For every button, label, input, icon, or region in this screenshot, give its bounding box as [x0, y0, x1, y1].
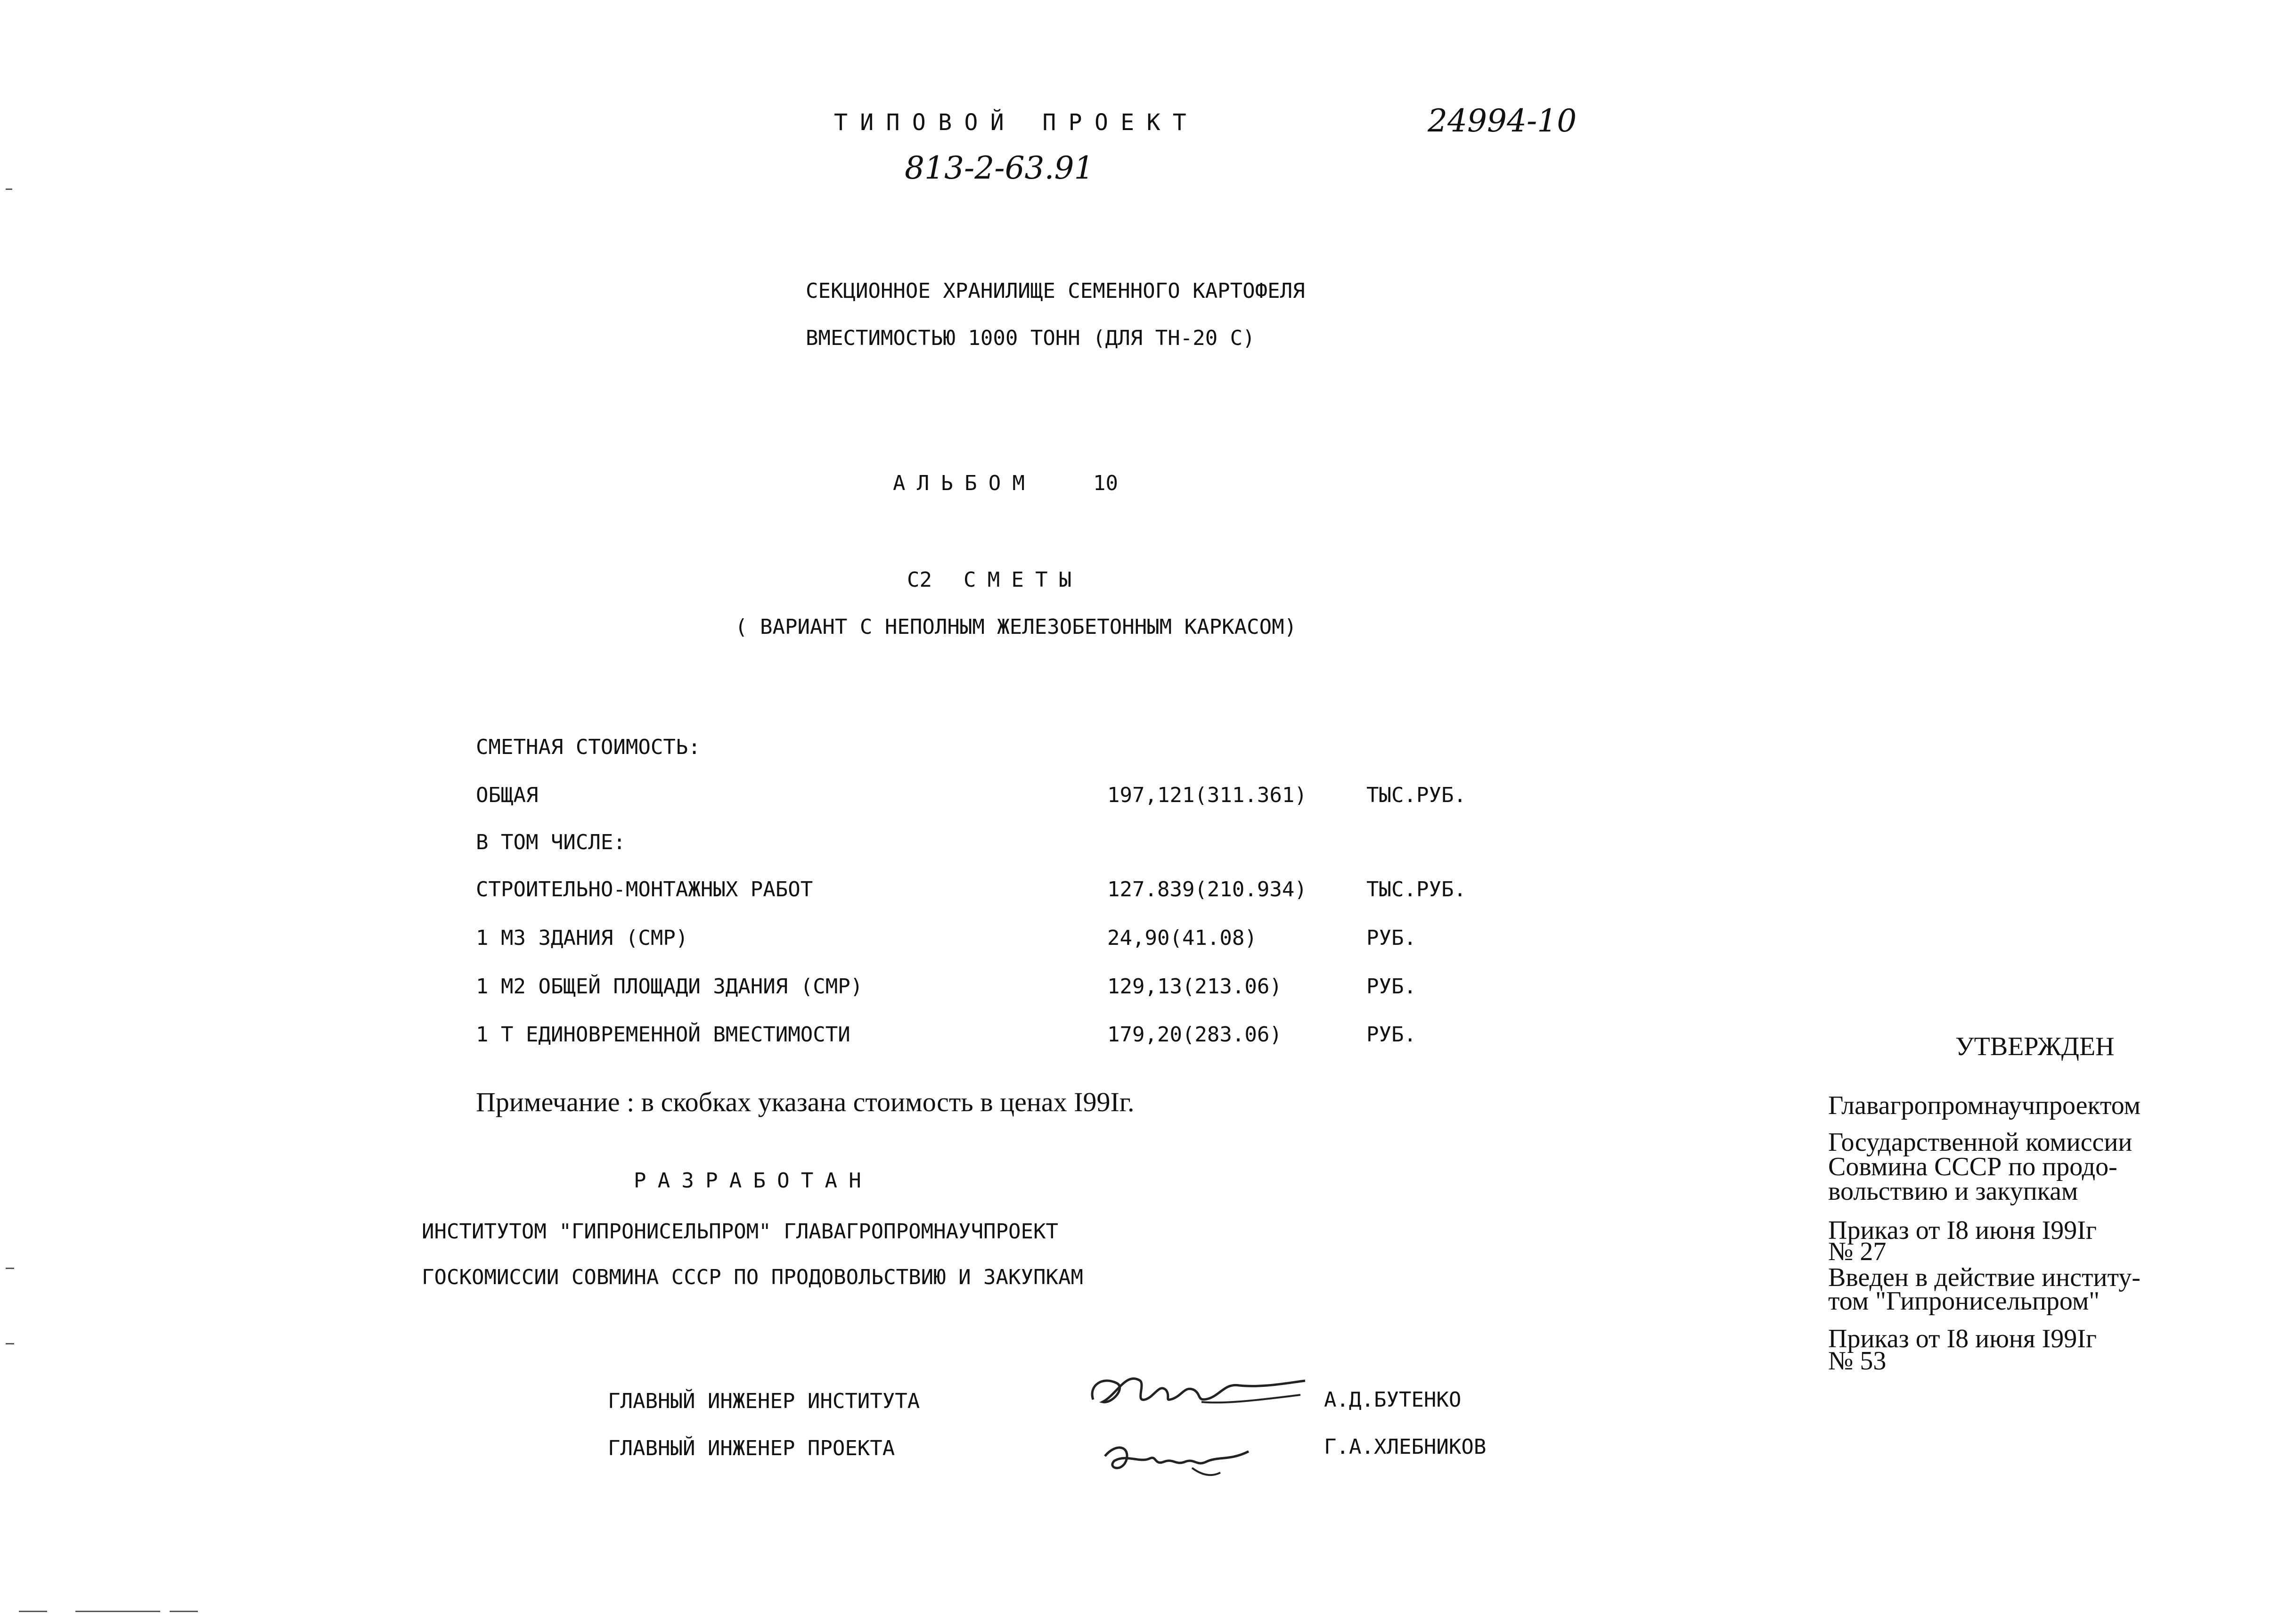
cost-row-unit: РУБ. [1366, 1023, 1416, 1047]
cost-row [476, 975, 1512, 1003]
scan-bottom-mark [75, 1611, 160, 1612]
cost-row-unit: РУБ. [1366, 926, 1416, 950]
cost-row [476, 877, 1512, 906]
approval-commission-line-2: Совмина СССР по продо- [1828, 1152, 2117, 1181]
cost-row-unit: ТЫС.РУБ. [1366, 783, 1466, 807]
scan-bottom-mark [19, 1611, 47, 1612]
cost-row-value: 129,13(213.06) [1107, 975, 1282, 999]
document-type-title: ТИПОВОЙ ПРОЕКТ [834, 109, 1199, 136]
cost-row-label: В ТОМ ЧИСЛЕ: [476, 830, 626, 854]
developed-label: РАЗРАБОТАН [634, 1169, 873, 1193]
approval-commission-line-1: Государственной комиссии [1828, 1128, 2133, 1157]
scan-margin-mark [6, 1268, 14, 1269]
signature-role: ГЛАВНЫЙ ИНЖЕНЕР ИНСТИТУТА [608, 1389, 920, 1413]
cost-row-value: 197,121(311.361) [1107, 783, 1307, 807]
section-name: СМЕТЫ [964, 568, 1083, 592]
section-code: С2 [907, 568, 932, 592]
approval-order-1-number: № 27 [1828, 1237, 1887, 1266]
cost-row-unit: ТЫС.РУБ. [1366, 877, 1466, 901]
signature-name: А.Д.БУТЕНКО [1324, 1388, 1462, 1412]
approval-introduced-line-1: Введен в действие институ- [1828, 1263, 2141, 1292]
project-number: 813-2-63.91 [905, 150, 1094, 186]
developed-line-1: ИНСТИТУТОМ "ГИПРОНИСЕЛЬПРОМ" ГЛАВАГРОПРОМНАУЧПРОЕКТ [422, 1220, 1059, 1244]
approval-order-1: Приказ от I8 июня I99Iг [1828, 1216, 2097, 1245]
approval-by: Главагропромнаучпроектом [1828, 1091, 2141, 1120]
cost-row [476, 830, 1512, 859]
cost-row-label: ОБЩАЯ [476, 783, 539, 807]
section-variant: ( ВАРИАНТ С НЕПОЛНЫМ ЖЕЛЕЗОБЕТОННЫМ КАРКАСОМ) [735, 615, 1297, 639]
handwritten-signature-khlebnikov [1098, 1428, 1258, 1484]
developed-line-2: ГОСКОМИССИИ СОВМИНА СССР ПО ПРОДОВОЛЬСТВИЮ И ЗАКУПКАМ [422, 1265, 1083, 1289]
cost-row [476, 926, 1512, 954]
subject-line-2: ВМЕСТИМОСТЬЮ 1000 ТОНН (ДЛЯ ТН-20 С) [806, 326, 1255, 350]
approval-introduced-line-2: том "Гипронисельпром" [1828, 1286, 2100, 1316]
cost-note: Примечание : в скобках указана стоимость в ценах I99Iг. [476, 1087, 1135, 1117]
signature-name: Г.А.ХЛЕБНИКОВ [1324, 1435, 1487, 1459]
signature-role: ГЛАВНЫЙ ИНЖЕНЕР ПРОЕКТА [608, 1436, 895, 1460]
scan-bottom-mark [170, 1611, 198, 1612]
handwritten-signature-butenko [1084, 1357, 1310, 1423]
scan-margin-mark [6, 188, 12, 190]
cost-row-label: 1 М3 ЗДАНИЯ (СМР) [476, 926, 688, 950]
cost-row-label: СТРОИТЕЛЬНО-МОНТАЖНЫХ РАБОТ [476, 877, 813, 901]
document-number: 24994-10 [1428, 103, 1577, 139]
cost-row-value: 179,20(283.06) [1107, 1023, 1282, 1047]
cost-row-value: 24,90(41.08) [1107, 926, 1257, 950]
cost-row-value: 127.839(210.934) [1107, 877, 1307, 901]
approval-commission-line-3: вольствию и закупкам [1828, 1177, 2078, 1206]
cost-row [476, 783, 1512, 811]
subject-line-1: СЕКЦИОННОЕ ХРАНИЛИЩЕ СЕМЕННОГО КАРТОФЕЛЯ [806, 279, 1305, 303]
album-number: 10 [1093, 471, 1118, 495]
cost-heading: СМЕТНАЯ СТОИМОСТЬ: [476, 735, 701, 759]
approval-order-2-number: № 53 [1828, 1346, 1887, 1376]
cost-row-label: 1 М2 ОБЩЕЙ ПЛОЩАДИ ЗДАНИЯ (СМР) [476, 975, 863, 999]
approval-heading: УТВЕРЖДЕН [1955, 1032, 2115, 1061]
approval-order-2: Приказ от I8 июня I99Iг [1828, 1324, 2097, 1353]
cost-row-unit: РУБ. [1366, 975, 1416, 999]
cost-row [476, 1023, 1512, 1051]
cost-row-label: 1 Т ЕДИНОВРЕМЕННОЙ ВМЕСТИМОСТИ [476, 1023, 850, 1047]
scan-margin-mark [6, 1343, 14, 1344]
album-label: АЛЬБОМ [893, 471, 1037, 495]
